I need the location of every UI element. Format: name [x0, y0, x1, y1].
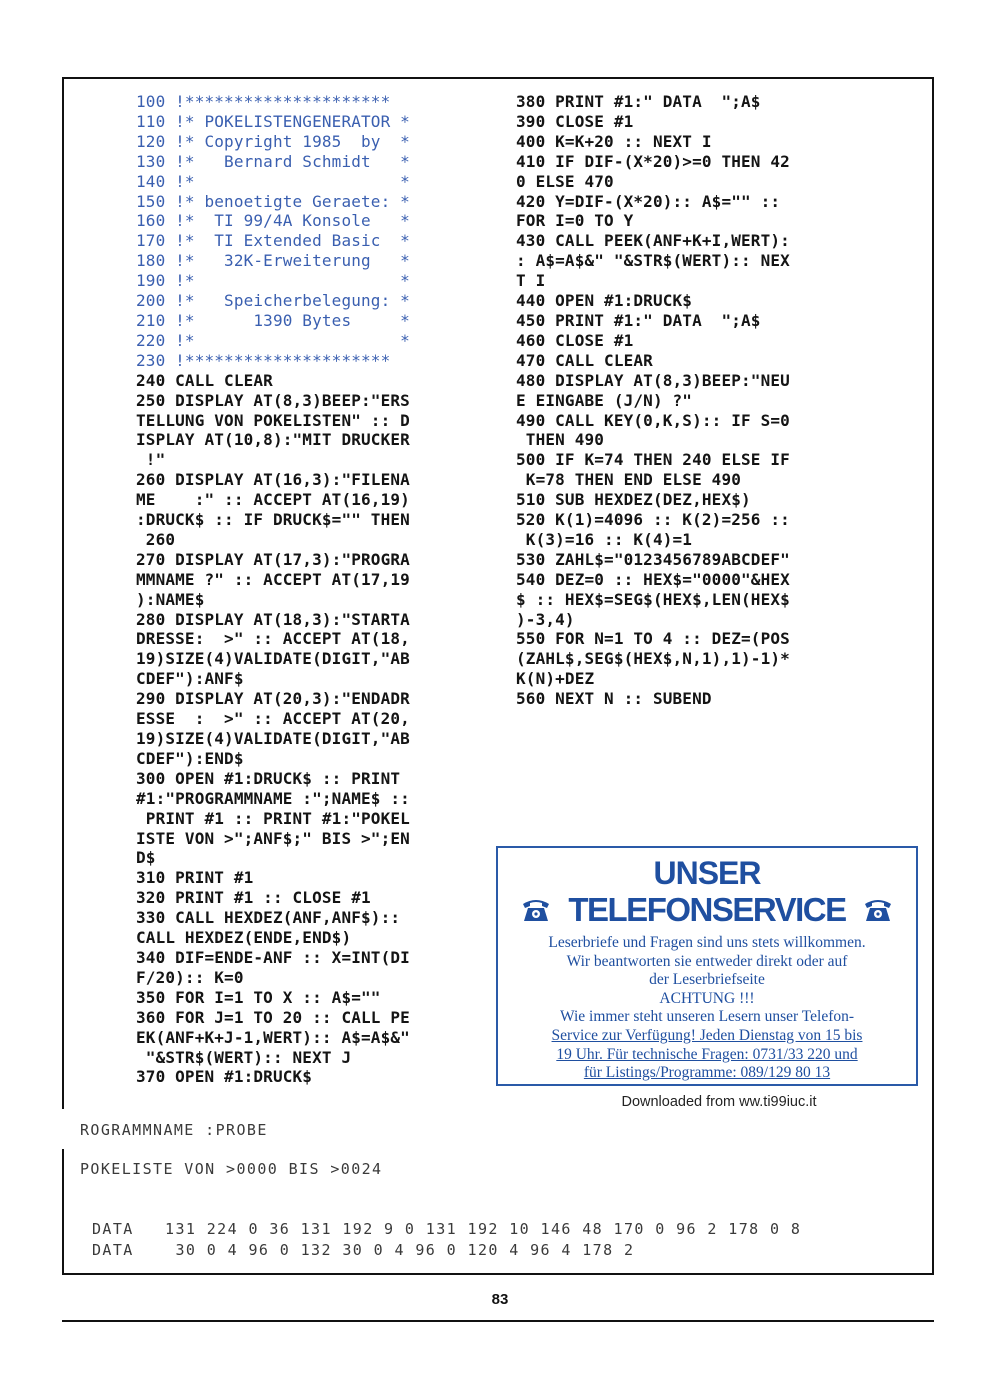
telephone-icon: [862, 895, 894, 925]
code-line: 0 ELSE 470: [516, 171, 614, 191]
code-line: 290 DISPLAY AT(20,3):"ENDADR: [136, 689, 410, 709]
telephone-icon: [520, 895, 552, 925]
printout-data-line: DATA 131 224 0 36 131 192 9 0 131 192 10 146 48 170 0 96 2 178 0 8: [92, 1220, 802, 1238]
code-line: 140 !* *: [136, 171, 410, 191]
code-line: 390 CLOSE #1: [516, 111, 634, 131]
bottom-rule: [62, 1320, 934, 1322]
code-line: (ZAHL$,SEG$(HEX$,N,1),1)-1)*: [516, 649, 790, 669]
ad-body: [504, 934, 910, 1083]
code-line: 120 !* Copyright 1985 by *: [136, 131, 410, 151]
ad-line: für Listings/Programme: 089/129 80 13: [583, 1064, 831, 1082]
code-line: ):NAME$: [136, 589, 205, 609]
download-note: Downloaded from ww.ti99iuc.it: [621, 1094, 817, 1110]
code-line: 150 !* benoetigte Geraete: *: [136, 191, 410, 211]
ad-line: Leserbriefe und Fragen sind uns stets willkommen.: [548, 934, 866, 951]
code-line: 490 CALL KEY(0,K,S):: IF S=0: [516, 410, 790, 430]
code-line: MMNAME ?" :: ACCEPT AT(17,19: [136, 569, 410, 589]
code-line: #1:"PROGRAMMNAME :";NAME$ ::: [136, 788, 410, 808]
code-line: F/20):: K=0: [136, 967, 244, 987]
code-line: 360 FOR J=1 TO 20 :: CALL PE: [136, 1007, 410, 1027]
code-line: 270 DISPLAY AT(17,3):"PROGRA: [136, 549, 410, 569]
code-line: ME :" :: ACCEPT AT(16,19): [136, 490, 410, 510]
listing-left-column: [136, 92, 410, 1087]
code-line: 530 ZAHL$="0123456789ABCDEF": [516, 549, 790, 569]
printout-range: POKELISTE VON >0000 BIS >0024: [80, 1160, 383, 1178]
ad-line: 19 Uhr. Für technische Fragen: 0731/33 220 und: [556, 1045, 858, 1063]
code-line: 560 NEXT N :: SUBEND: [516, 689, 712, 709]
code-line: 350 FOR I=1 TO X :: A$="": [136, 987, 381, 1007]
code-line: 190 !* *: [136, 271, 410, 291]
ad-line: ACHTUNG !!!: [659, 989, 755, 1007]
code-line: CDEF"):ANF$: [136, 669, 244, 689]
code-line: 470 CALL CLEAR: [516, 350, 653, 370]
ad-line: Wie immer steht unseren Lesern unser Telefon-: [559, 1008, 855, 1026]
ad-line: der Leserbriefseite: [649, 971, 765, 989]
ad-line: Service zur Verfügung! Jeden Dienstag von 15 bis: [551, 1026, 863, 1044]
telefonservice-ad: [496, 846, 918, 1086]
code-line: 180 !* 32K-Erweiterung *: [136, 251, 410, 271]
code-line: 550 FOR N=1 TO 4 :: DEZ=(POS: [516, 629, 790, 649]
code-line: 370 OPEN #1:DRUCK$: [136, 1067, 313, 1087]
code-line: T I: [516, 271, 546, 291]
code-line: : A$=A$&" "&STR$(WERT):: NEX: [516, 251, 790, 271]
code-line: 170 !* TI Extended Basic *: [136, 231, 410, 251]
code-line: 440 OPEN #1:DRUCK$: [516, 291, 693, 311]
code-line: :DRUCK$ :: IF DRUCK$="" THEN: [136, 510, 410, 530]
code-line: TELLUNG VON POKELISTEN" :: D: [136, 410, 410, 430]
code-line: 19)SIZE(4)VALIDATE(DIGIT,"AB: [136, 649, 410, 669]
code-line: 430 CALL PEEK(ANF+K+I,WERT):: [516, 231, 790, 251]
ad-title-telefonservice: TELEFONSERVICE: [568, 891, 846, 928]
code-line: 130 !* Bernard Schmidt *: [136, 151, 410, 171]
ad-title-row: [498, 890, 916, 930]
code-line: FOR I=0 TO Y: [516, 211, 634, 231]
code-line: CALL HEXDEZ(ENDE,END$): [136, 928, 352, 948]
code-line: 330 CALL HEXDEZ(ANF,ANF$)::: [136, 908, 401, 928]
code-line: 420 Y=DIF-(X*20):: A$="" ::: [516, 191, 781, 211]
code-line: EK(ANF+K+J-1,WERT):: A$=A$&": [136, 1027, 410, 1047]
ad-line: Wir beantworten sie entweder direkt oder auf: [566, 952, 848, 970]
page-number: 83: [491, 1291, 509, 1308]
code-line: 100 !*********************: [136, 92, 391, 111]
listing-right-column: [516, 92, 790, 709]
code-line: 410 IF DIF-(X*20)>=0 THEN 42: [516, 151, 790, 171]
code-line: 460 CLOSE #1: [516, 330, 634, 350]
code-line: "&STR$(WERT):: NEXT J: [136, 1047, 352, 1067]
code-line: 250 DISPLAY AT(8,3)BEEP:"ERS: [136, 390, 410, 410]
ad-title-unser: UNSER: [653, 855, 761, 891]
code-line: 280 DISPLAY AT(18,3):"STARTA: [136, 609, 410, 629]
code-line: 240 CALL CLEAR: [136, 370, 273, 390]
code-line: 500 IF K=74 THEN 240 ELSE IF: [516, 450, 790, 470]
frame-gap: [62, 1109, 66, 1149]
code-line: 300 OPEN #1:DRUCK$ :: PRINT: [136, 768, 401, 788]
code-line: 380 PRINT #1:" DATA ";A$: [516, 92, 761, 111]
code-line: E EINGABE (J/N) ?": [516, 390, 693, 410]
code-line: ESSE : >" :: ACCEPT AT(20,: [136, 709, 410, 729]
code-line: !": [136, 450, 166, 470]
printout-data-line: DATA 30 0 4 96 0 132 30 0 4 96 0 120 4 96 4 178 2: [92, 1241, 635, 1259]
code-line: K(3)=16 :: K(4)=1: [516, 529, 693, 549]
code-line: ISPLAY AT(10,8):"MIT DRUCKER: [136, 430, 410, 450]
code-line: 540 DEZ=0 :: HEX$="0000"&HEX: [516, 569, 790, 589]
code-line: 19)SIZE(4)VALIDATE(DIGIT,"AB: [136, 729, 410, 748]
code-line: 340 DIF=ENDE-ANF :: X=INT(DI: [136, 947, 410, 967]
code-line: 160 !* TI 99/4A Konsole *: [136, 211, 410, 231]
code-line: 320 PRINT #1 :: CLOSE #1: [136, 888, 371, 908]
code-line: DRESSE: >" :: ACCEPT AT(18,: [136, 629, 410, 649]
code-line: K=78 THEN END ELSE 490: [516, 470, 742, 490]
code-line: THEN 490: [516, 430, 605, 450]
code-line: CDEF"):END$: [136, 748, 244, 768]
printout-program-name: ROGRAMMNAME :PROBE: [80, 1121, 268, 1139]
code-line: 110 !* POKELISTENGENERATOR *: [136, 111, 410, 131]
code-line: 230 !*********************: [136, 350, 391, 370]
code-line: PRINT #1 :: PRINT #1:"POKEL: [136, 808, 410, 828]
code-line: 480 DISPLAY AT(8,3)BEEP:"NEU: [516, 370, 790, 390]
code-line: D$: [136, 848, 156, 868]
code-line: 210 !* 1390 Bytes *: [136, 310, 410, 330]
code-line: 260 DISPLAY AT(16,3):"FILENA: [136, 470, 410, 490]
code-line: )-3,4): [516, 609, 575, 629]
code-line: 510 SUB HEXDEZ(DEZ,HEX$): [516, 490, 751, 510]
code-line: 310 PRINT #1: [136, 868, 254, 888]
code-line: 520 K(1)=4096 :: K(2)=256 ::: [516, 510, 790, 530]
code-line: 220 !* *: [136, 330, 410, 350]
code-line: 260: [136, 529, 176, 549]
code-line: $ :: HEX$=SEG$(HEX$,LEN(HEX$: [516, 589, 790, 609]
code-line: ISTE VON >";ANF$;" BIS >";EN: [136, 828, 410, 848]
code-line: 400 K=K+20 :: NEXT I: [516, 131, 712, 151]
code-line: K(N)+DEZ: [516, 669, 595, 689]
code-line: 200 !* Speicherbelegung: *: [136, 291, 410, 311]
code-line: 450 PRINT #1:" DATA ";A$: [516, 310, 761, 330]
